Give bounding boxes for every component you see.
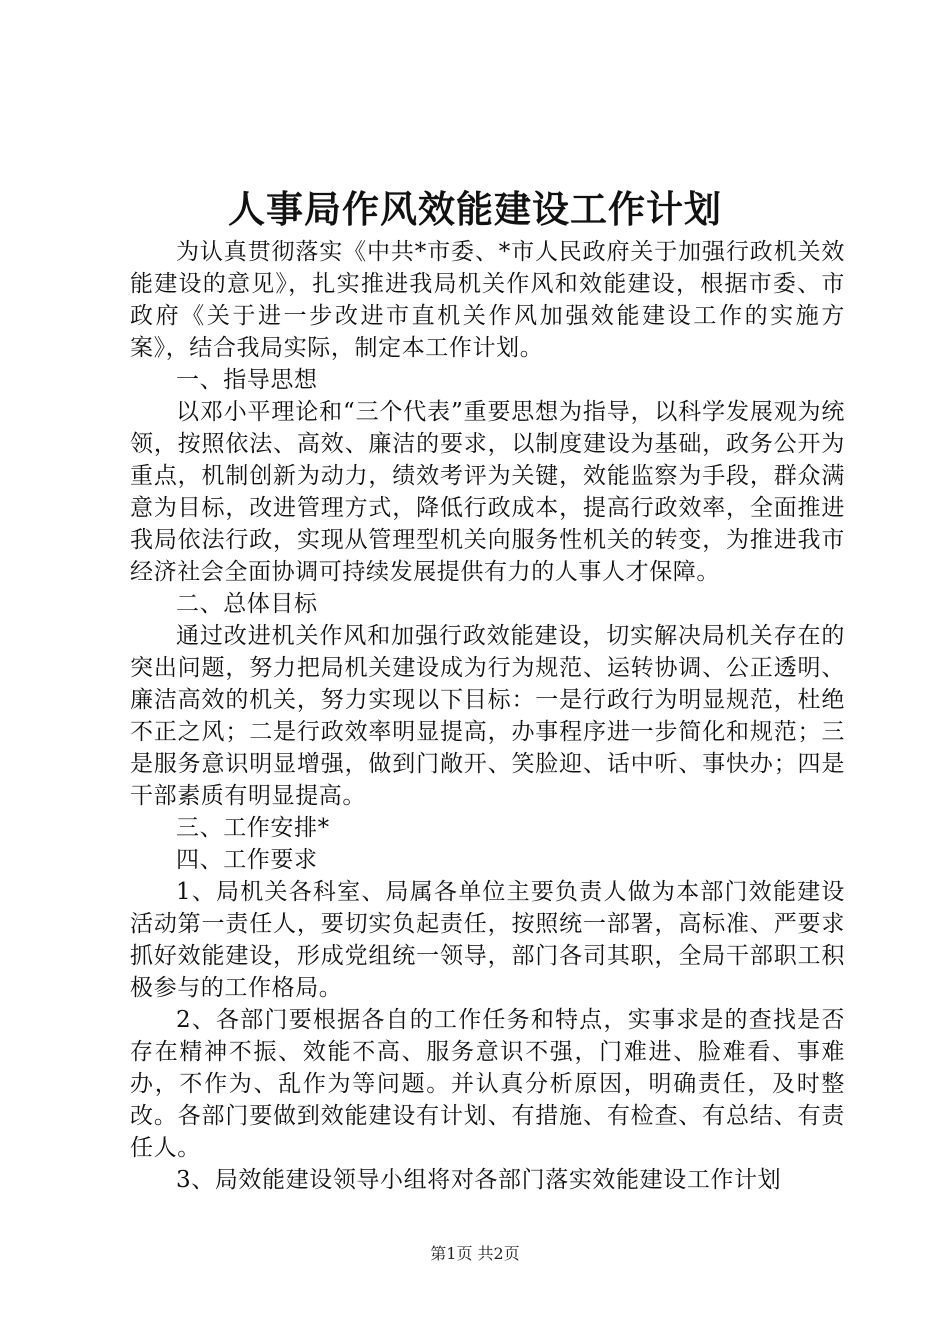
- document-title: 人事局作风效能建设工作计划: [228, 187, 722, 231]
- overall-goals-paragraph: 通过改进机关作风和加强行政效能建设，切实解决局机关存在的突出问题，努力把局机关建设成为行为规范、运转协调、公正透明、廉洁高效的机关，努力实现以下目标：一是行政行为明显规范，杜绝不正之风；二是行政效率明显提高，办事程序进一步简化和规范；三是服务意识明显增强，做到门敞开、笑脸迎、话中听、事快办；四是干部素质有明显提高。: [130, 623, 845, 809]
- requirement-item-3: 3、局效能建设领导小组将对各部门落实效能建设工作计划: [176, 1167, 782, 1193]
- intro-paragraph: 为认真贯彻落实《中共*市委、*市人民政府关于加强行政机关效能建设的意见》，扎实推进我局机关作风和效能建设，根据市委、市政府《关于进一步改进市直机关作风加强效能建设工作的实施方案》，结合我局实际，制定本工作计划。: [130, 239, 845, 361]
- section-heading-work-arrangement: 三、工作安排*: [176, 815, 330, 841]
- page-footer: 第1页 共2页: [430, 1244, 520, 1263]
- section-heading-guiding-thought: 一、指导思想: [176, 367, 318, 393]
- guiding-thought-paragraph: 以邓小平理论和“三个代表”重要思想为指导，以科学发展观为统领，按照依法、高效、廉洁的要求，以制度建设为基础，政务公开为重点，机制创新为动力，绩效考评为关键，效能监察为手段，群众满意为目标，改进管理方式，降低行政成本，提高行政效率，全面推进我局依法行政，实现从管理型机关向服务性机关的转变，为推进我市经济社会全面协调可持续发展提供有力的人事人才保障。: [130, 399, 845, 585]
- requirement-item-2: 2、各部门要根据各自的工作任务和特点，实事求是的查找是否存在精神不振、效能不高、服务意识不强，门难进、脸难看、事难办，不作为、乱作为等问题。并认真分析原因，明确责任，及时整改。各部门要做到效能建设有计划、有措施、有检查、有总结、有责任人。: [130, 1007, 845, 1161]
- section-heading-work-requirements: 四、工作要求: [176, 847, 318, 873]
- document-body: [130, 236, 845, 1196]
- requirement-item-1: 1、局机关各科室、局属各单位主要负责人做为本部门效能建设活动第一责任人，要切实负起责任，按照统一部署，高标准、严要求抓好效能建设，形成党组统一领导，部门各司其职，全局干部职工积极参与的工作格局。: [130, 879, 845, 1001]
- section-heading-overall-goals: 二、总体目标: [176, 591, 318, 617]
